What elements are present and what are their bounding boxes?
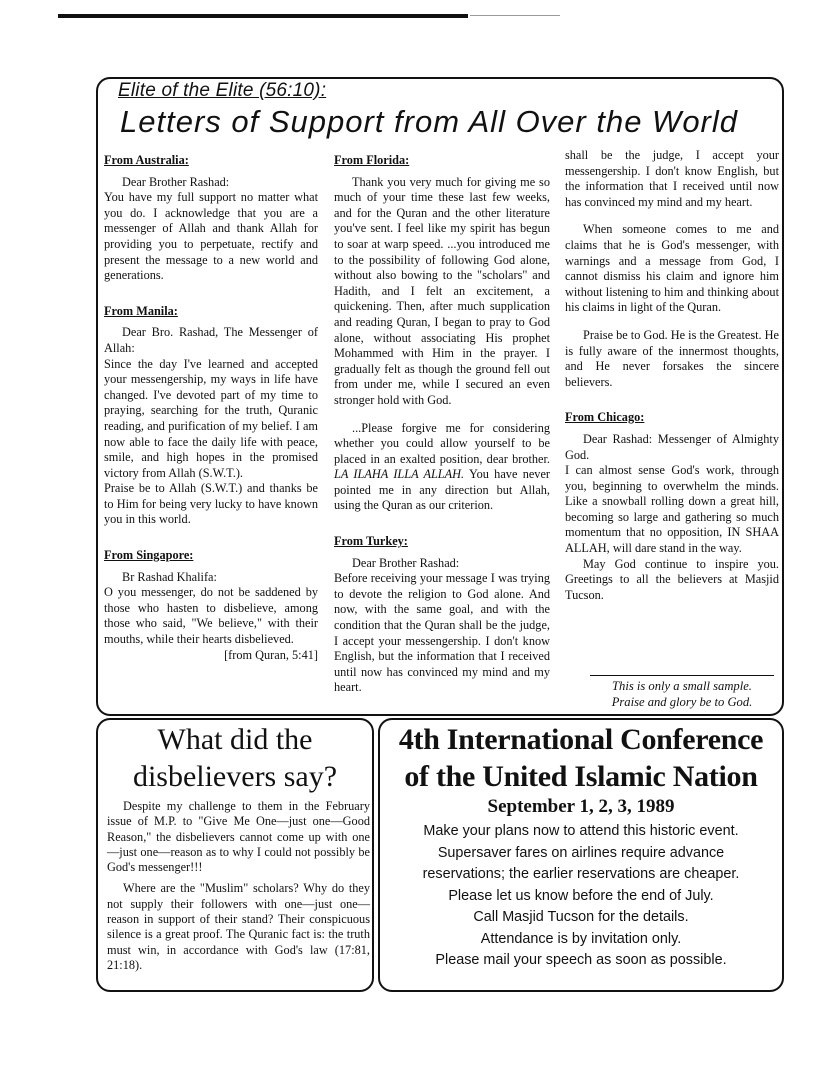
disbelievers-body [107,799,370,979]
conference-line: Please mail your speech as soon as possible. [435,952,727,968]
letter-body-turkey-2: When someone comes to me and claims that he is God's messenger, with warnings and a message from God, I cannot dismiss his claim and ignore him without listening to him and thinking about his claims in light of the Quran. [565,222,779,315]
letter-body-manila-2: Praise be to Allah (S.W.T.) and thanks be to Him for being very lucky to have known you in this world. [104,481,318,527]
disbelievers-paragraph-1: Despite my challenge to them in the February issue of M.P. to "Give Me One—just one—Good Reason," the disbelievers cannot come up with one—just one—reason as to why I could not possibly be God's messenger!!! [107,799,370,875]
letter-salutation-turkey: Dear Brother Rashad: [352,555,460,570]
letters-column-2 [334,153,550,695]
disbelievers-paragraph-2: Where are the "Muslim" scholars? Why do they not supply their followers with one—just one—reason in support of their stand? Their conspicuous silence is a great proof. The Quranic fact is: the truth must win, in accordance with God's law (17:81, 21:18). [107,881,370,972]
letter-body-chicago-2: May God continue to inspire you. Greetings to all the believers at Masjid Tucson. [565,556,779,602]
header-rule [58,14,468,18]
conference-line: Please let us know before the end of July. [448,887,714,904]
conference-line: Call Masjid Tucson for the details. [473,909,689,925]
letter-heading-turkey: From Turkey: [334,534,408,549]
letter-body-singapore: O you messenger, do not be saddened by those who hasten to disbelieve, among those who said, "We believe," with their mouths, while their hearts disbelieved. [104,585,318,647]
letter-salutation-singapore: Br Rashad Khalifa: [122,569,217,584]
letter-heading-australia: From Australia: [104,153,189,167]
letter-body-turkey: Before receiving your message I was trying to devote the religion to God alone. And now, with the same goal, and with the condition that the Quran shall be the judge, I accept your messengership. I don't know English, but the information that I received until now has convinced my mind and my heart. [334,571,550,695]
letter-heading-singapore: From Singapore: [104,548,194,563]
letters-column-1 [104,153,318,663]
letter-heading-manila: From Manila: [104,303,178,318]
letter-body-manila-1: Since the day I've learned and accepted your messengership, my ways in life have changed. I've devoted part of my time to praying, searching for the truth, Quranic reading, and purification of my belief. I am now able to face the daily life with peace, smile, and high hopes in the promised victory from Allah (S.W.T.). [104,356,318,480]
sample-note-line-1: This is only a small sample. [612,679,752,693]
letter-body-australia: You have my full support no matter what you do. I acknowledge that you are a messenger of Allah and thank Allah for providing you to perpetuate, rectify and present the message to a new world and generations. [104,190,318,283]
conference-line: Attendance is by invitation only. [480,930,682,947]
conference-line: reservations; the earlier reservations are cheaper. [422,866,740,882]
letter-body-turkey-continued: shall be the judge, I accept your messengership. I don't know English, but the information that I received until now has convinced my mind and my heart. [565,148,779,209]
letter-body-turkey-3: Praise be to God. He is the Greatest. He is fully aware of the innermost thoughts, and He never forsakes the sincere believers. [565,327,780,389]
letter-heading-florida: From Florida: [334,153,410,167]
conference-line: Make your plans now to attend this historic event. [423,823,739,839]
sample-note [590,675,774,710]
letter-salutation-chicago: Dear Rashad: Messenger of Almighty God. [565,431,779,462]
disbelievers-title: What did the disbelievers say? [132,723,338,793]
letter-salutation-manila: Dear Bro. Rashad, The Messenger of Allah: [104,325,318,355]
conference-date: September 1, 2, 3, 1989 [487,796,675,817]
letter-salutation-australia: Dear Brother Rashad: [122,174,230,189]
conference-title: 4th International Conference of the United Islamic Nation [398,723,764,793]
conference-details [382,821,780,972]
shahada: LA ILAHA ILLA ALLAH. [334,467,465,482]
section-kicker: Elite of the Elite (56:10): [118,80,327,101]
letters-column-3 [565,148,779,603]
page-title: Letters of Support from All Over the World [120,104,739,139]
letter-body-florida-1: Thank you very much for giving me so much of your time these last few weeks, and for the Quran and the other literature you've sent. I feel like my spirit has begun to soar at warp speed. ...you introduced me to the possibility of following God alone, without also bowing to the "scholars" and Hadith, and I felt an excitement, a quickening. Then, after much supplication and reading Quran, I began to pray to God alone, without associating His prophet Mohammed with Him in the prayer. I gradually felt as though the ground fell out from under me, while I secured an even stronger hold with God. [334,174,550,407]
conference-line: Supersaver fares on airlines require advance [437,844,725,861]
quran-citation: [from Quran, 5:41] [224,647,318,662]
letter-body-chicago: I can almost sense God's work, through you, beginning to overwhelm the minds. Like a snowball rolling down a great hill, becoming so large and gathering so much momentum that no opposition, IN SHAA ALLAH, will dare stand in the way. [565,463,779,556]
sample-note-line-2: Praise and glory be to God. [611,695,753,709]
header-rule-faint [470,15,560,16]
letter-heading-chicago: From Chicago: [565,410,645,425]
letter-body-florida-2: ...Please forgive me for considering whether you could allow yourself to be placed in an exalted position, dear brother. LA ILAHA ILLA ALLAH. You have never pointed me in any direction but Allah, using the Quran as our criterion. [334,420,550,513]
